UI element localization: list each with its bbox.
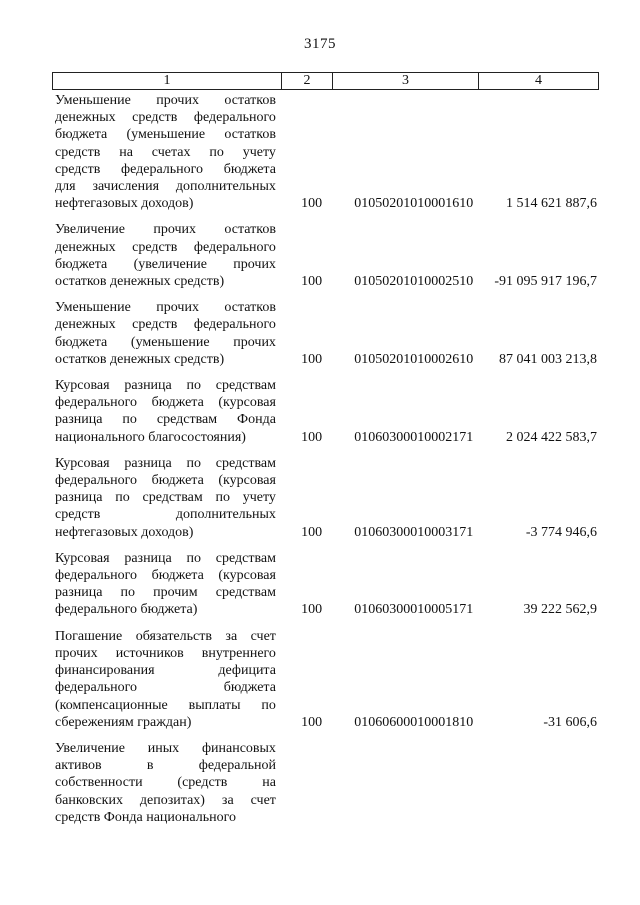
row-amount: -91 095 917 196,7 xyxy=(494,274,598,290)
description-line: средств Фонда национального xyxy=(55,809,236,825)
description-line: бюджета (увеличение прочих xyxy=(55,256,276,272)
table-row xyxy=(52,299,599,368)
column-header-2: 2 xyxy=(282,73,333,89)
row-description xyxy=(52,92,276,212)
description-line: нефтегазовых доходов) xyxy=(55,524,194,540)
row-code: 100 xyxy=(301,602,323,618)
row-code: 100 xyxy=(301,714,323,730)
description-line: сбережениям граждан) xyxy=(55,714,192,730)
row-budget-code: 01050201010002610 xyxy=(354,351,474,367)
table-row xyxy=(52,221,599,290)
description-line: денежных средств федерального xyxy=(55,317,276,333)
description-line: Уменьшение прочих остатков xyxy=(55,300,276,316)
row-description xyxy=(52,299,276,368)
description-line: денежных средств федерального xyxy=(55,239,276,255)
description-line: федерального бюджета) xyxy=(55,602,198,618)
row-budget-code: 01060300010003171 xyxy=(354,524,474,540)
description-line: средств на счетах по учету xyxy=(55,144,276,160)
description-line: Погашение обязательств за счет xyxy=(55,628,276,644)
column-header-3: 3 xyxy=(333,73,479,89)
table-row xyxy=(52,455,599,541)
row-budget-code: 01060300010002171 xyxy=(354,429,474,445)
row-description xyxy=(52,740,276,826)
row-amount: -3 774 946,6 xyxy=(525,524,598,540)
row-amount: 39 222 562,9 xyxy=(523,602,598,618)
description-line: федерального бюджета (курсовая xyxy=(55,568,276,584)
row-budget-code: 01060600010001810 xyxy=(354,714,474,730)
description-line: национального благосостояния) xyxy=(55,429,246,445)
row-code: 100 xyxy=(301,196,323,212)
description-line: денежных средств федерального xyxy=(55,110,276,126)
description-line: федерального бюджета (курсовая xyxy=(55,473,276,489)
description-line: бюджета (уменьшение прочих xyxy=(55,334,276,350)
table-body xyxy=(52,92,599,835)
description-line: банковских депозитах) за счет xyxy=(55,792,276,808)
row-budget-code: 01060300010005171 xyxy=(354,602,474,618)
row-budget-code: 01050201010001610 xyxy=(354,196,474,212)
row-amount: 1 514 621 887,6 xyxy=(506,196,598,212)
description-line: федерального бюджета (курсовая xyxy=(55,395,276,411)
description-line: разница по средствам Фонда xyxy=(55,412,276,428)
description-line: остатков денежных средств) xyxy=(55,274,225,290)
description-line: разница по прочим средствам xyxy=(55,585,276,601)
row-code: 100 xyxy=(301,351,323,367)
description-line: Уменьшение прочих остатков xyxy=(55,93,276,108)
row-description xyxy=(52,377,276,446)
row-amount: 2 024 422 583,7 xyxy=(506,429,598,445)
description-line: для зачисления дополнительных xyxy=(55,179,276,195)
row-description xyxy=(52,455,276,541)
description-line: Курсовая разница по средствам xyxy=(55,550,276,566)
column-header-1: 1 xyxy=(53,73,282,89)
table-row xyxy=(52,550,599,619)
table-row xyxy=(52,628,599,731)
description-line: федерального бюджета xyxy=(55,680,276,696)
description-line: активов в федеральной xyxy=(55,758,276,774)
description-line: собственности (средств на xyxy=(55,775,276,791)
page-number: 3175 xyxy=(304,36,336,52)
row-description xyxy=(52,628,276,731)
row-code: 100 xyxy=(301,524,323,540)
row-code: 100 xyxy=(301,274,323,290)
row-budget-code: 01050201010002510 xyxy=(354,274,474,290)
column-header-4: 4 xyxy=(535,73,542,88)
description-line: средств федерального бюджета xyxy=(55,161,276,177)
row-description xyxy=(52,221,276,290)
description-line: Увеличение прочих остатков xyxy=(55,222,276,238)
description-line: Курсовая разница по средствам xyxy=(55,455,276,471)
row-code: 100 xyxy=(301,429,323,445)
description-line: нефтегазовых доходов) xyxy=(55,196,194,212)
table-row xyxy=(52,377,599,446)
description-line: финансирования дефицита xyxy=(55,663,276,679)
description-line: прочих источников внутреннего xyxy=(55,645,276,661)
description-line: разница по средствам по учету xyxy=(55,490,276,506)
description-line: (компенсационные выплаты по xyxy=(55,697,276,713)
row-amount: 87 041 003 213,8 xyxy=(499,351,598,367)
description-line: бюджета (уменьшение остатков xyxy=(55,127,276,143)
table-row xyxy=(52,740,599,826)
row-description xyxy=(52,550,276,619)
table-header xyxy=(52,72,599,90)
table-row xyxy=(52,92,599,212)
description-line: средств дополнительных xyxy=(55,507,276,523)
description-line: Курсовая разница по средствам xyxy=(55,378,276,394)
row-amount: -31 606,6 xyxy=(543,714,598,730)
description-line: остатков денежных средств) xyxy=(55,351,225,367)
description-line: Увеличение иных финансовых xyxy=(55,740,276,756)
